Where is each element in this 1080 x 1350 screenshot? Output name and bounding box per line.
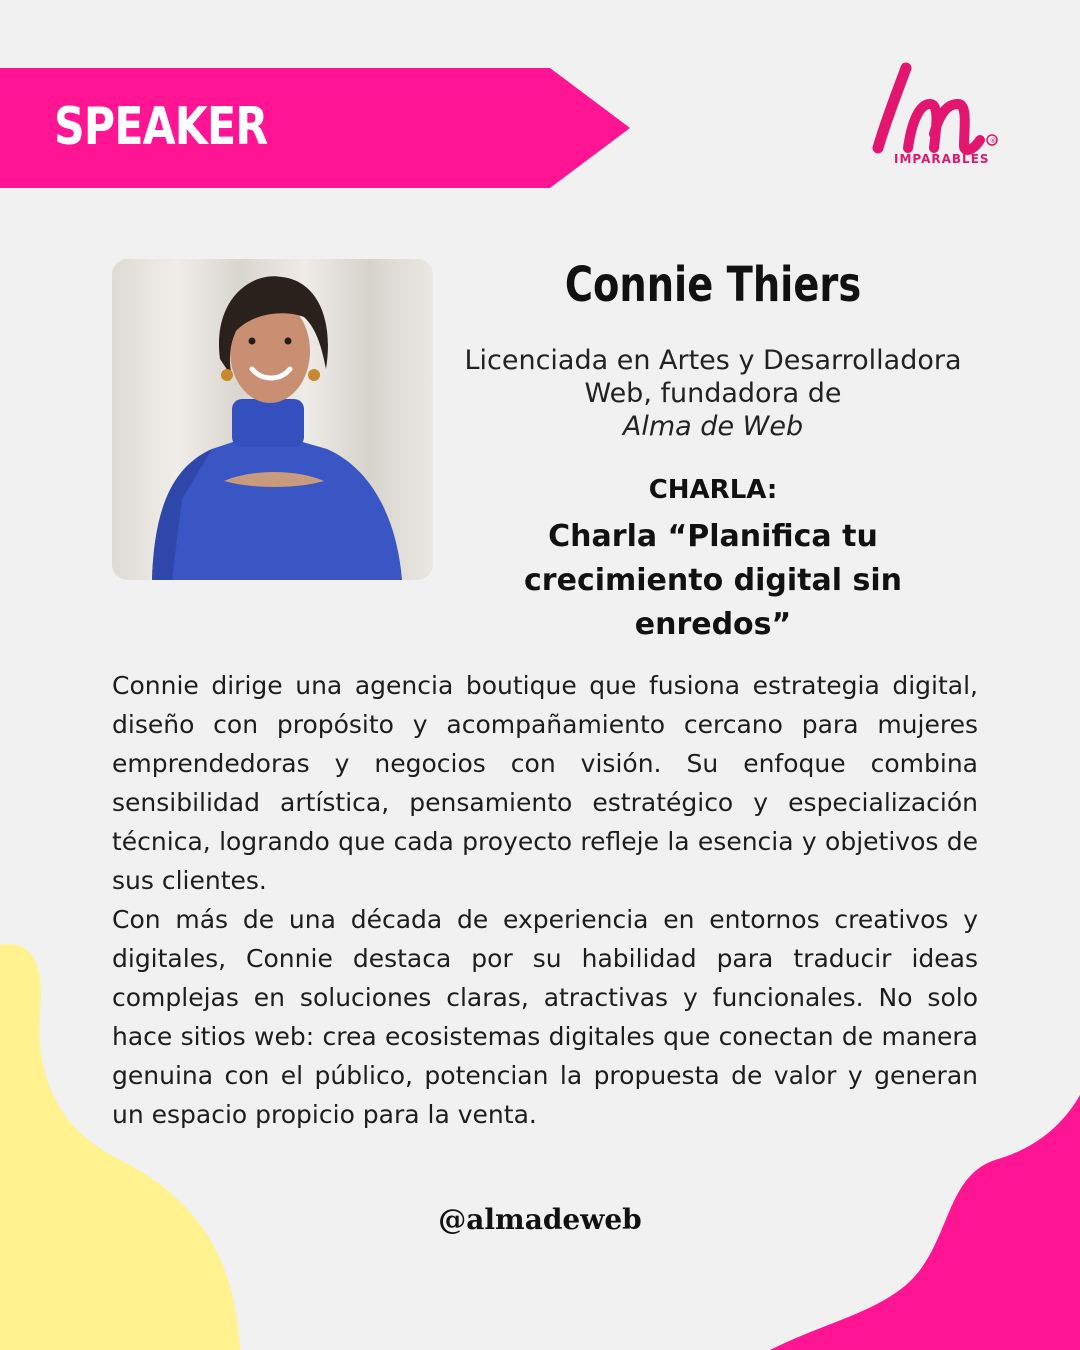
speaker-role: [450, 344, 976, 443]
logo-wordmark: IMPARABLES: [894, 152, 990, 166]
speaker-info: [450, 254, 976, 647]
speaker-role-text: Licenciada en Artes y Desarrolladora Web, fundadora de: [464, 345, 962, 409]
speaker-bio: [112, 666, 978, 1134]
svg-text:®: ®: [989, 137, 997, 145]
social-handle[interactable]: @almadeweb: [438, 1203, 642, 1236]
speaker-photo: [112, 259, 433, 580]
bio-paragraph: Connie dirige una agencia boutique que fusiona estrategia digital, diseño con propósito y acompañamiento cercano para mujeres emprendedoras y negocios con visión. Su enfoque combina sensibilidad artística, pensamiento estratégico y especialización técnica, logrando que cada proyecto refleje la esencia y objetivos de sus clientes.: [112, 671, 978, 895]
speaker-company: Alma de Web: [622, 411, 804, 442]
bio-paragraph: Con más de una década de experiencia en entornos creativos y digitales, Connie destaca por su habilidad para traducir ideas complejas en soluciones claras, atractivas y funcionales. No solo hace sitios web: crea ecosistemas digitales que conectan de manera genuina con el público, potencian la propuesta de valor y generan un espacio propicio para la venta.: [112, 905, 978, 1129]
speaker-name: Connie Thiers: [564, 257, 862, 313]
banner-label: SPEAKER: [54, 97, 268, 157]
talk-label: CHARLA:: [648, 475, 778, 505]
talk-title: Charla “Planifica tu crecimiento digital sin enredos”: [524, 519, 902, 642]
